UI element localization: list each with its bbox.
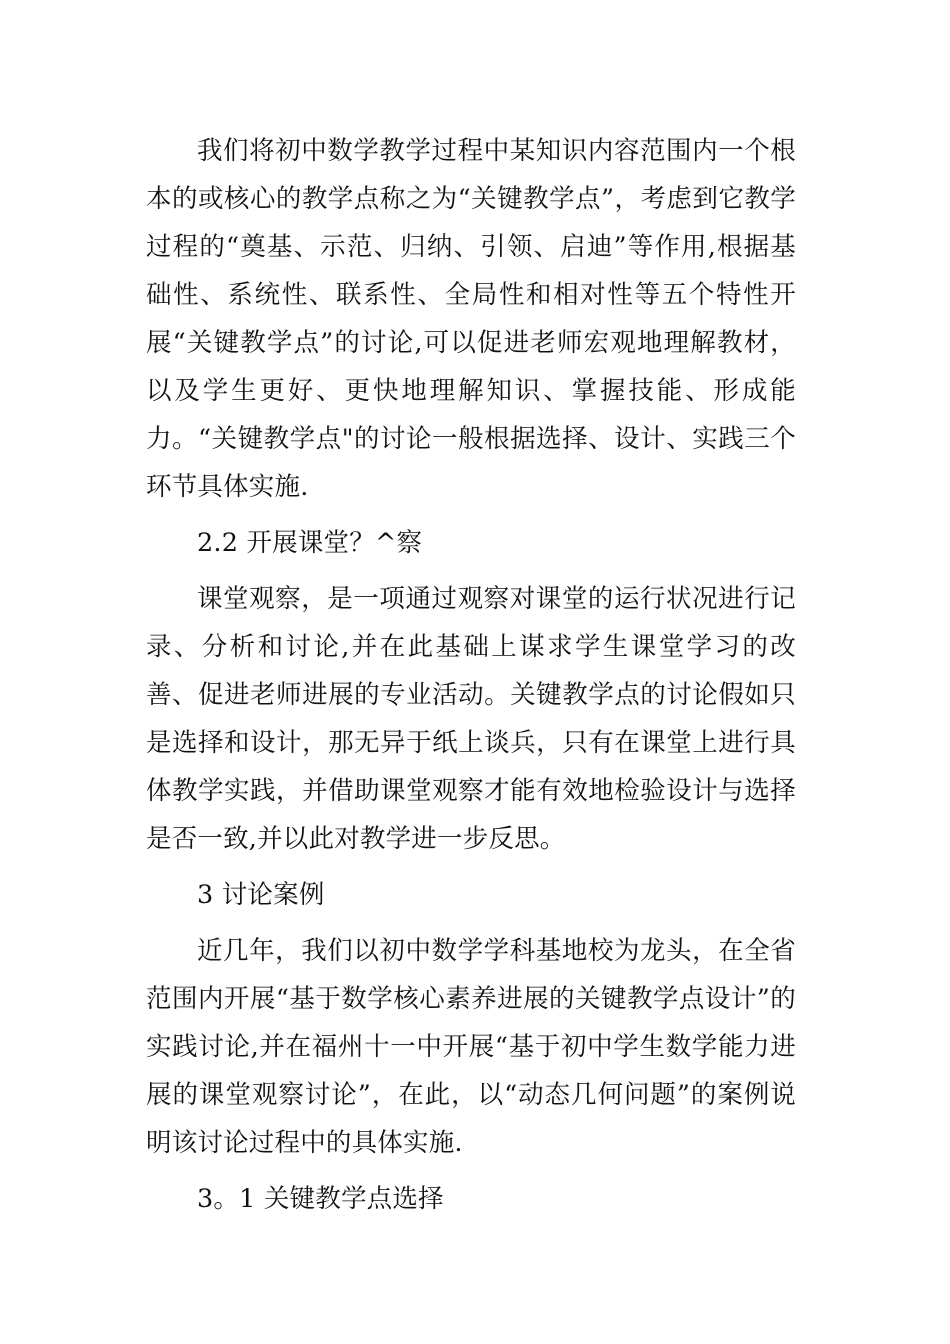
document-body — [146, 127, 796, 1223]
section-heading-3: 3 讨论案例 — [197, 880, 325, 910]
paragraph-key-teaching-point-definition: 我们将初中数学教学过程中某知识内容范围内一个根本的或核心的教学点称之为“关键教学点”，考虑到它教学过程的“奠基、示范、归纳、引领、启迪”等作用,根据基础性、系统性、联系性、全局性和相对性等五个特性开展“关键教学点”的讨论,可以促进老师宏观地理解教材，以及学生更好、更快地理解知识、掌握技能、形成能力。“关键教学点"的讨论一般根据选择、设计、实践三个环节具体实施. — [146, 136, 796, 502]
paragraph-classroom-observation: 课堂观察，是一项通过观察对课堂的运行状况进行记录、分析和讨论,并在此基础上谋求学生课堂学习的改善、促进老师进展的专业活动。关键教学点的讨论假如只是选择和设计，那无异于纸上谈兵，只有在课堂上进行具体教学实践，并借助课堂观察才能有效地检验设计与选择是否一致,并以此对教学进一步反思。 — [146, 584, 796, 854]
paragraph-research-case: 近几年，我们以初中数学学科基地校为龙头，在全省范围内开展“基于数学核心素养进展的关键教学点设计”的实践讨论,并在福州十一中开展“基于初中学生数学能力进展的课堂观察讨论”，在此，以“动态几何问题”的案例说明该讨论过程中的具体实施. — [146, 936, 796, 1158]
section-heading-3-1: 3。1 关键教学点选择 — [197, 1184, 444, 1214]
section-heading-2-2: 2.2 开展课堂？^察 — [197, 528, 423, 558]
